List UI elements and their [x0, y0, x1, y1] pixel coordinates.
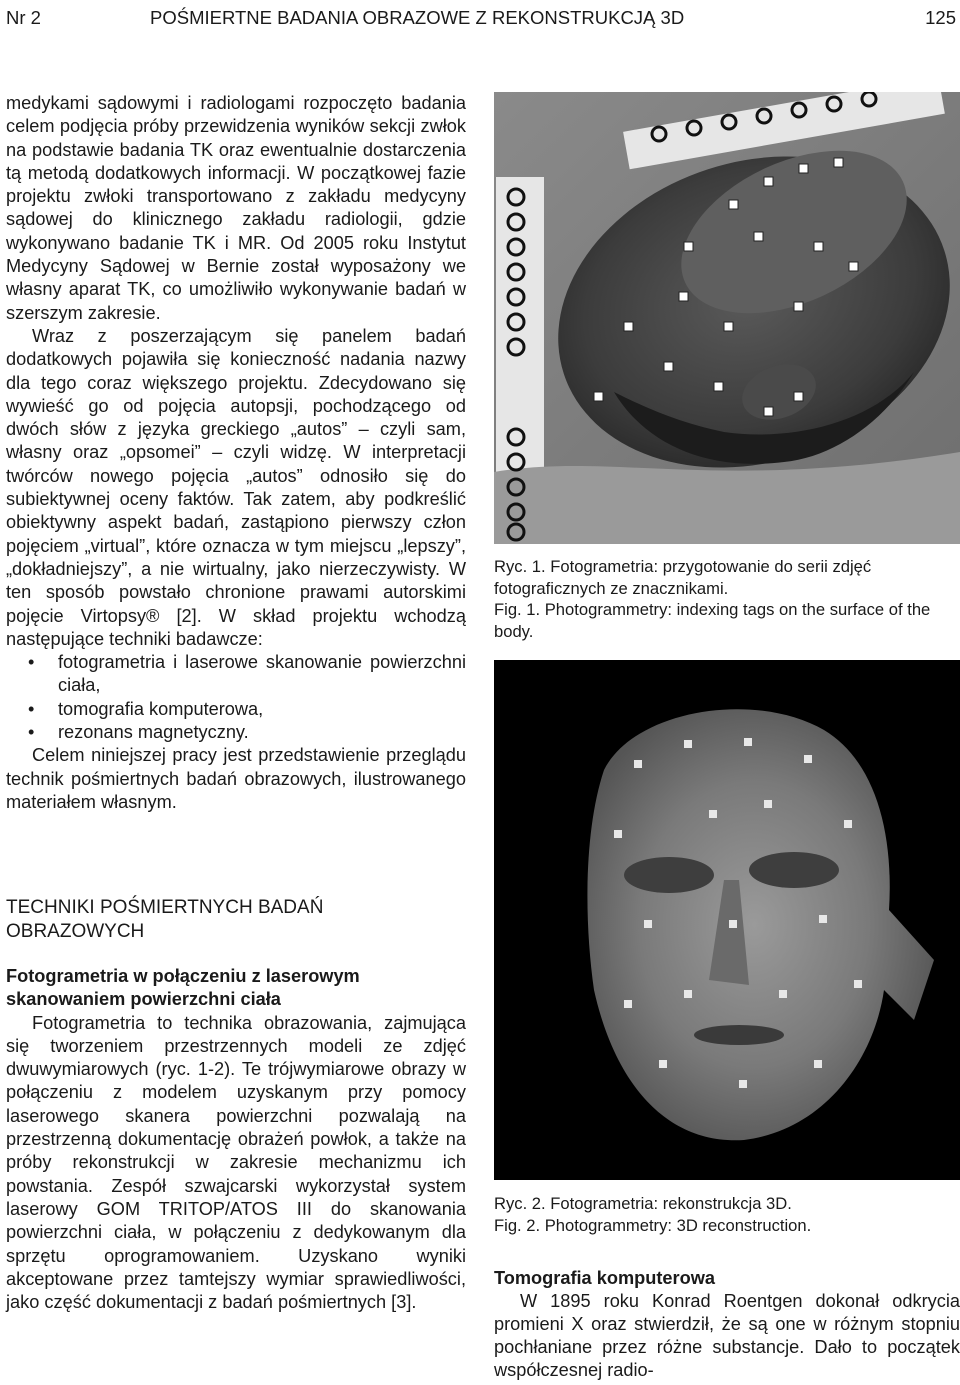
list-item: • rezonans magnetyczny. — [6, 721, 466, 744]
figure-2-image — [494, 660, 960, 1180]
subsection-heading — [6, 965, 466, 1012]
figure-2-3d-reconstruction — [494, 660, 960, 1180]
running-header — [0, 6, 960, 30]
running-title: POŚMIERTNE BADANIA OBRAZOWE Z REKONSTRUKCJĄ 3D — [150, 7, 685, 28]
figure-2-caption-pl: Ryc. 2. Fotogrametria: rekonstrukcja 3D. — [494, 1194, 792, 1213]
photogrammetry-section — [6, 965, 466, 1314]
page-number: 125 — [925, 7, 956, 28]
left-column-intro — [6, 92, 466, 814]
list-item: • tomografia komputerowa, — [6, 698, 466, 721]
figure-2-caption — [494, 1193, 960, 1236]
photogrammetry-paragraph: Fotogrametria to technika obrazowania, zajmująca się tworzeniem przestrzennych modeli ze zdjęć dwuwymiarowych (ryc. 1-2). Te trójwymiarowe obrazy w połączeniu z modelem uzyskanym przy pomocy laserowego skanera powierzchni pozwalają na przestrzenną dokumentację obrażeń powłok, a także na próby rekonstrukcji w zakresie mechanizmu ich powstania. Zespół szwajcarski wykorzystał system laserowy GOM TRITOP/ATOS III do skanowania powierzchni ciała, w połączeniu z dedykowanym dla sprzętu oprogramowaniem. Uzyskano wyniki akceptowane przez tamtejszy wymiar sprawiedliwości, jako część dokumentacji z badań pośmiertnych [3]. — [6, 1012, 466, 1313]
figure-1-image — [494, 92, 960, 544]
intro-paragraph-2: Wraz z poszerzającym się panelem badań dodatkowych pojawiła się konieczność nadania nazwy dla tego coraz większego projektu. Zdecydowano się wywieść go od pojęcia autopsji, pochodzącego od dwóch słów z języka greckiego „autos” – czyli sam, własny oraz „opsomei” – czyli widzę. W interpretacji twórców nowego pojęcia „autos” odnosiło się do subiektywnej oceny faktów. Tak zatem, aby podkreślić obiektywny aspekt badań, zastąpiono pierwszy człon pojęciem „virtual”, które oznacza w tym miejscu „lepszy”, „dokładniejszy”, a nie wirtualny, jako nierzeczywisty. W ten sposób powstało chronione prawami autorskimi pojęcie Virtopsy® [2]. W skład projektu wchodzą następujące techniki badawcze: — [6, 325, 466, 649]
ct-section — [494, 1267, 960, 1382]
intro-paragraph-1: medykami sądowymi i radiologami rozpoczęto badania celem podjęcia próby przewidzenia wyników sekcji zwłok na podstawie badania TK oraz ewentualnie dostarczenia tą metodą dodatkowych informacji. W początkowej fazie projektu zwłoki transportowano z zakładu medycyny sądowej do klinicznego zakładu radiologii, gdzie wykonywano badanie TK i MR. Od 2005 roku Instytut Medycyny Sądowej w Bernie został wyposażony we własny aparat TK, co umożliwiło wykonywanie badań w szerszym zakresie. — [6, 93, 466, 323]
intro-paragraph-3: Celem niniejszej pracy jest przedstawienie przeglądu technik pośmiertnych badań obrazowych, ilustrowanego materiałem własnym. — [6, 745, 466, 812]
ct-paragraph: W 1895 roku Konrad Roentgen dokonał odkrycia promieni X oraz stwierdził, że są one w różnym stopniu pochłaniane przez różne substancje. Dało to początek współczesnej radio- — [494, 1291, 960, 1380]
figure-1-photo — [494, 92, 960, 544]
section-heading — [6, 896, 466, 944]
list-item: • fotogrametria i laserowe skanowanie powierzchni ciała, — [6, 651, 466, 698]
ct-heading: Tomografia komputerowa — [494, 1268, 715, 1288]
subsection-heading-line-1: Fotogrametria w połączeniu z laserowym — [6, 966, 360, 986]
techniques-list — [6, 651, 466, 744]
figure-1-caption-pl: Ryc. 1. Fotogrametria: przygotowanie do serii zdjęć fotograficznych ze znacznikami. — [494, 557, 872, 598]
section-heading-line-2: OBRAZOWYCH — [6, 921, 145, 942]
section-heading-line-1: TECHNIKI POŚMIERTNYCH BADAŃ — [6, 897, 324, 918]
subsection-heading-line-2: skanowaniem powierzchni ciała — [6, 989, 281, 1010]
issue-number: Nr 2 — [6, 7, 41, 28]
figure-1-caption — [494, 556, 960, 642]
figure-2-caption-en: Fig. 2. Photogrammetry: 3D reconstruction. — [494, 1215, 812, 1235]
figure-1-caption-en: Fig. 1. Photogrammetry: indexing tags on the surface of the body. — [494, 600, 931, 641]
